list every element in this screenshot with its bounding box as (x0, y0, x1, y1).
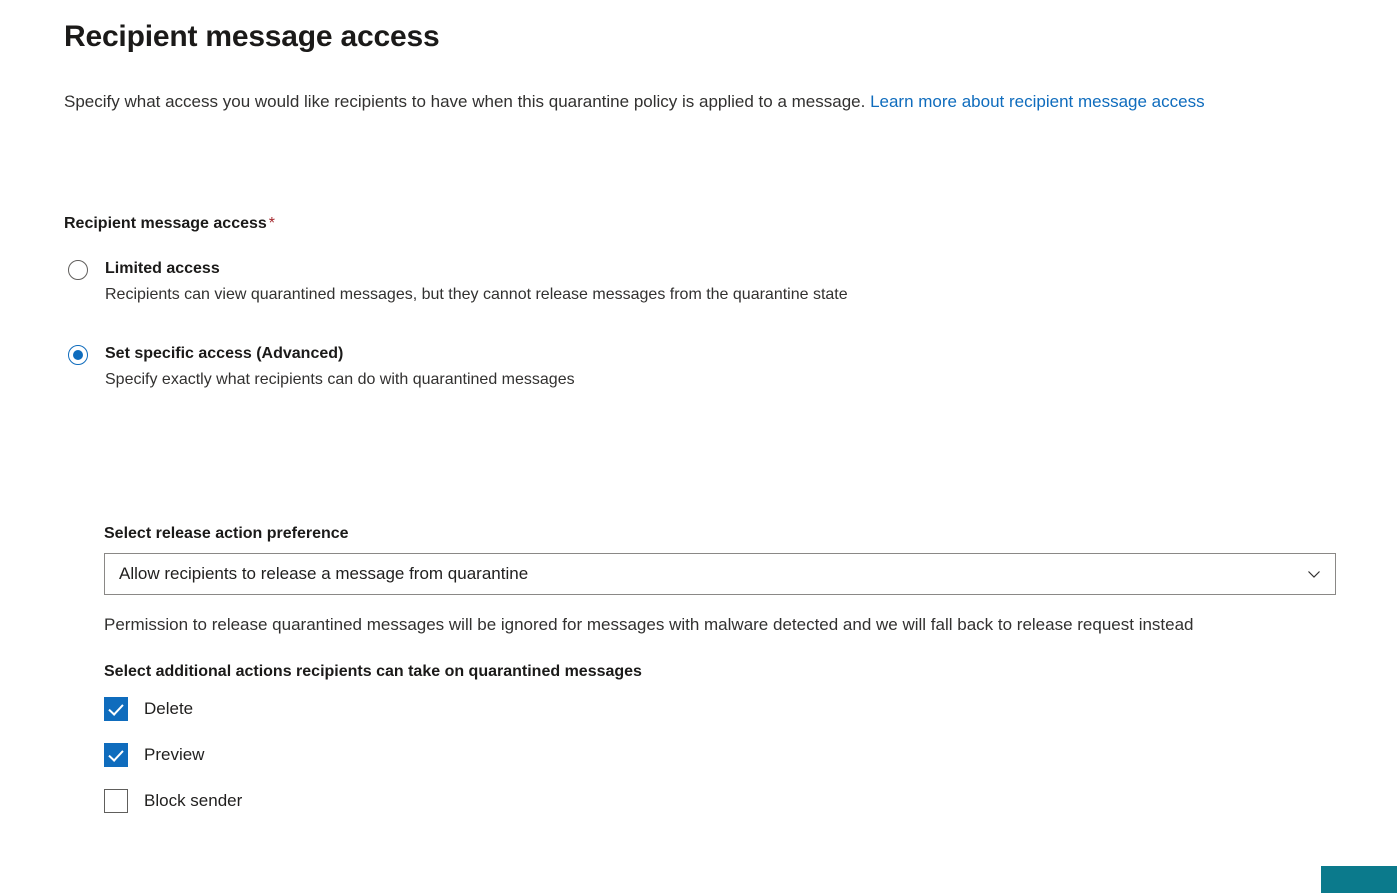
radio-option-limited-access[interactable] (64, 256, 1164, 307)
checkbox-row-delete[interactable] (104, 693, 1338, 725)
checkbox-label-block-sender[interactable]: Block sender (144, 791, 243, 810)
description-text: Specify what access you would like recipients to have when this quarantine policy is applied to a message. (64, 92, 871, 111)
checkbox-row-preview[interactable] (104, 739, 1338, 771)
checkbox-icon-delete[interactable] (104, 697, 128, 721)
page-description (64, 88, 1339, 116)
checkbox-icon-preview[interactable] (104, 743, 128, 767)
release-action-hint: Permission to release quarantined messages will be ignored for messages with malware detected and we will fall back to release request instead (104, 615, 1194, 634)
additional-actions-label: Select additional actions recipients can take on quarantined messages (104, 663, 642, 680)
release-action-selected-value: Allow recipients to release a message from quarantine (119, 564, 529, 583)
radio-label-limited-access[interactable]: Limited access (105, 260, 220, 277)
recipient-message-access-radio-group (64, 256, 1164, 410)
checkbox-row-block-sender[interactable] (104, 785, 1338, 817)
bottom-right-action-button[interactable] (1321, 866, 1397, 893)
release-action-dropdown[interactable] (104, 553, 1336, 595)
release-action-label: Select release action preference (104, 525, 349, 542)
radio-description-set-specific-access: Specify exactly what recipients can do with quarantined messages (105, 371, 575, 388)
page-title: Recipient message access (64, 20, 440, 53)
radio-description-limited-access: Recipients can view quarantined messages, but they cannot release messages from the quarantine state (105, 286, 848, 303)
radio-label-set-specific-access[interactable]: Set specific access (Advanced) (105, 345, 344, 362)
chevron-down-icon (1307, 567, 1321, 581)
learn-more-link[interactable]: Learn more about recipient message access (870, 92, 1205, 111)
radio-icon-limited-access[interactable] (68, 260, 88, 280)
required-indicator: * (268, 215, 276, 232)
checkbox-icon-block-sender[interactable] (104, 789, 128, 813)
checkbox-label-preview[interactable]: Preview (144, 745, 205, 764)
advanced-settings-section (104, 525, 1338, 831)
radio-option-set-specific-access[interactable] (64, 341, 1164, 392)
field-label (64, 215, 275, 233)
checkbox-label-delete[interactable]: Delete (144, 699, 194, 718)
additional-actions-checkbox-list (104, 693, 1338, 817)
radio-icon-set-specific-access[interactable] (68, 345, 88, 365)
field-label-text: Recipient message access (64, 215, 267, 232)
